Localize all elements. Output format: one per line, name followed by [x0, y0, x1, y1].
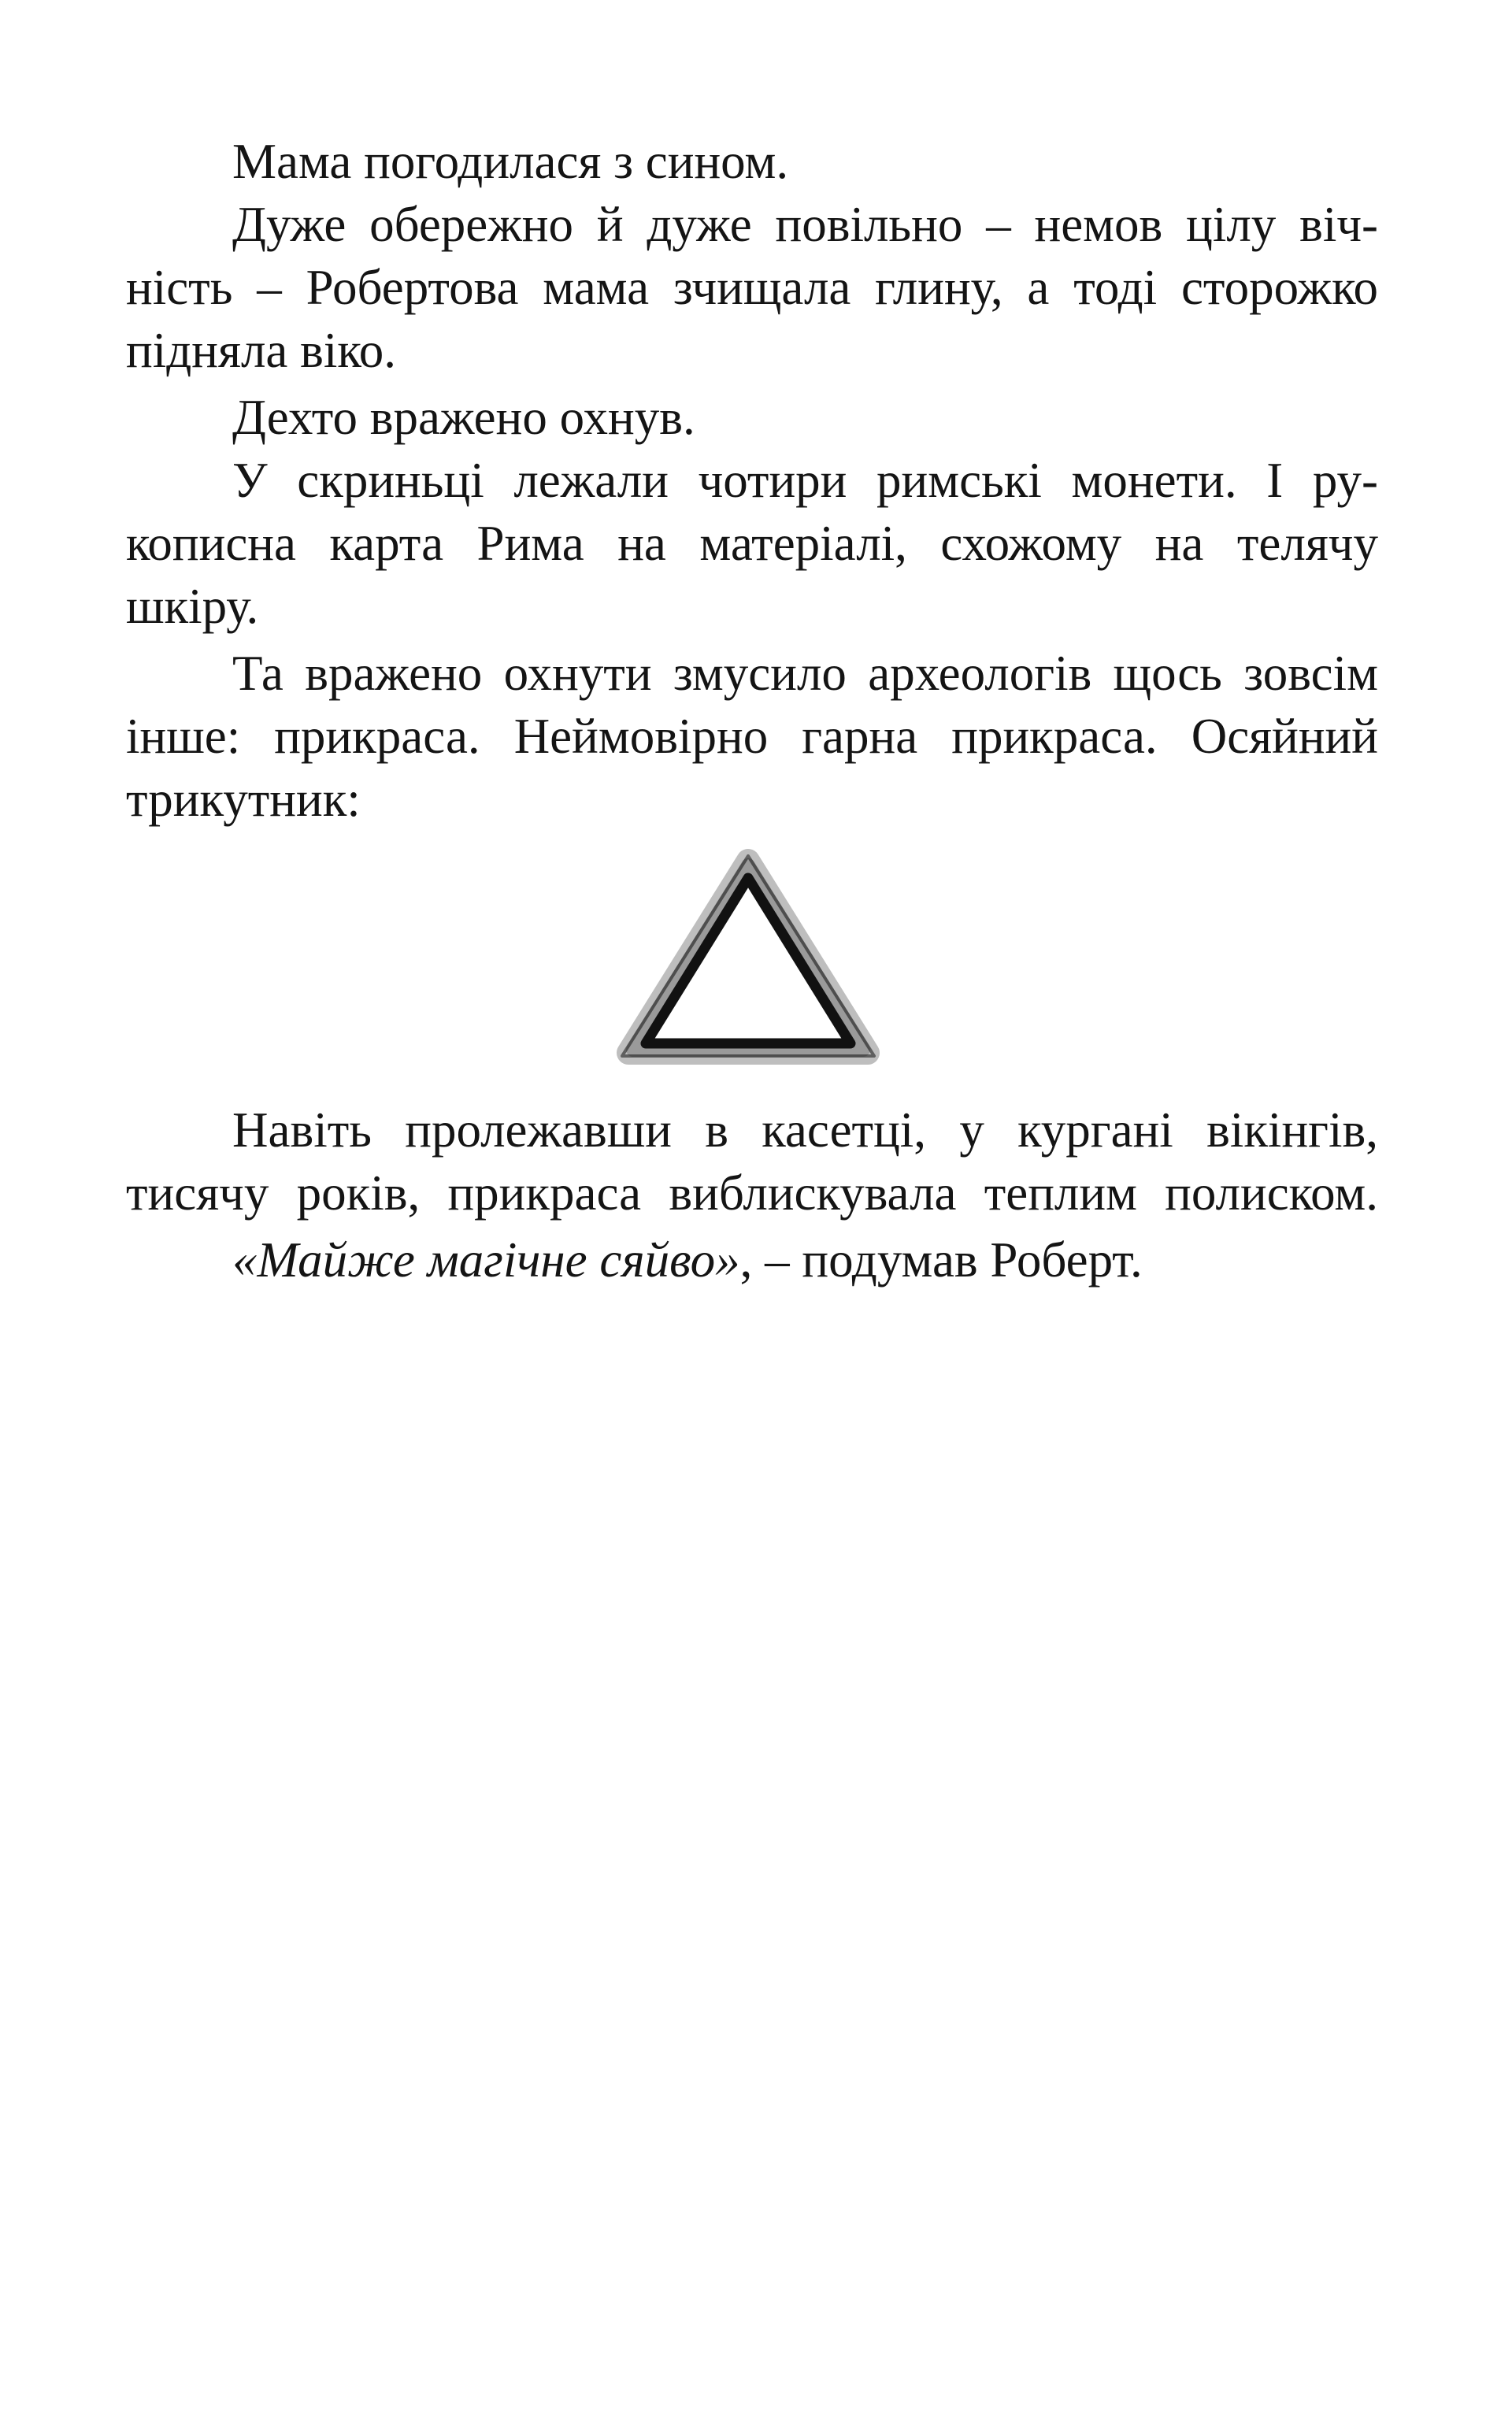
- paragraph-2-line-3: підняла віко.: [126, 323, 397, 378]
- paragraph-4-line-2: кописна карта Рима на матеріалі, схожому на телячу: [126, 516, 1378, 571]
- paragraph-5-line-2: інше: прикраса. Неймовірно гарна прикраса. Осяйний: [126, 709, 1378, 764]
- quote-attribution: , – подумав Роберт.: [739, 1232, 1143, 1288]
- paragraph-5-line-3: трикутник:: [126, 772, 361, 827]
- paragraph-4-line-1: У скриньці лежали чотири римські монети. І ру-: [232, 453, 1378, 508]
- triangle-icon: [614, 847, 882, 1075]
- paragraph-5-line-1: Та вражено охнути змусило археологів щось зовсім: [232, 646, 1378, 701]
- paragraph-7-line-1: [232, 1228, 1378, 1291]
- paragraph-2-line-2: ність – Робертова мама зчищала глину, а тоді сторожко: [126, 260, 1378, 315]
- quote-text: «Майже магічне сяйво»: [232, 1232, 740, 1288]
- paragraph-1-line-1: Мама погодилася з сином.: [232, 134, 789, 189]
- paragraph-3-line-1: Дехто вражено охнув.: [232, 390, 695, 445]
- paragraph-6-line-1: Навіть пролежавши в касетці, у кургані вікінгів,: [232, 1102, 1378, 1158]
- paragraph-2-line-1: Дуже обережно й дуже повільно – немов цілу віч-: [232, 197, 1378, 252]
- paragraph-4-line-3: шкіру.: [126, 579, 259, 634]
- paragraph-6-line-2: тисячу років, прикраса виблискувала теплим полиском.: [126, 1165, 1378, 1221]
